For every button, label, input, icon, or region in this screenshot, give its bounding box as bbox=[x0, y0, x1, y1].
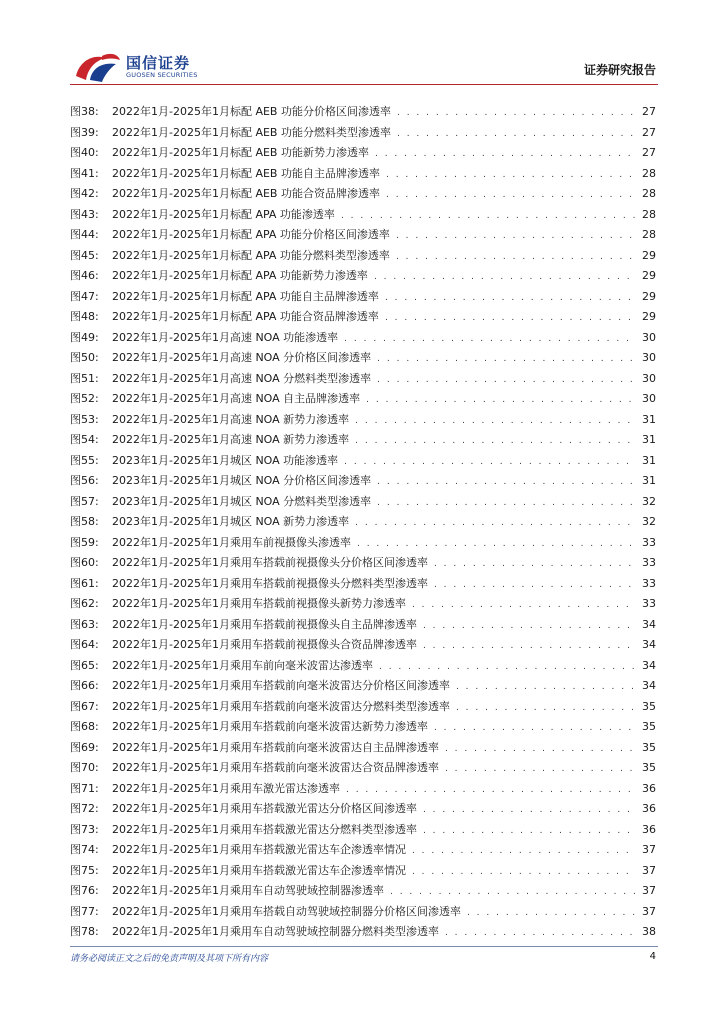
footer-divider bbox=[70, 946, 658, 947]
figure-page-number: 28 bbox=[642, 207, 656, 221]
dot-leader bbox=[379, 662, 636, 672]
dot-leader bbox=[467, 908, 636, 918]
toc-entry[interactable] bbox=[70, 616, 656, 637]
figure-page-number: 29 bbox=[642, 269, 656, 282]
figure-title: 2022年1月-2025年1月标配 AEB 功能合资品牌渗透率 bbox=[112, 187, 380, 200]
figure-title: 2022年1月-2025年1月乘用车搭载前向毫米波雷达合资品牌渗透率 bbox=[112, 761, 439, 774]
dot-leader bbox=[355, 416, 636, 426]
toc-entry[interactable] bbox=[70, 554, 656, 575]
figure-title: 2022年1月-2025年1月标配 AEB 功能分燃料类型渗透率 bbox=[112, 125, 391, 139]
figure-page-number: 31 bbox=[642, 474, 656, 487]
figure-title: 2022年1月-2025年1月标配 APA 功能自主品牌渗透率 bbox=[112, 289, 379, 303]
figure-title: 2022年1月-2025年1月标配 APA 功能分燃料类型渗透率 bbox=[112, 248, 390, 262]
dot-leader bbox=[456, 703, 636, 713]
toc-entry[interactable] bbox=[70, 329, 656, 350]
figure-page-number: 30 bbox=[642, 351, 656, 364]
figure-number: 图60: bbox=[70, 556, 99, 569]
figure-number: 图77: bbox=[70, 904, 99, 918]
figure-page-number: 37 bbox=[642, 843, 656, 856]
toc-entry[interactable] bbox=[70, 103, 656, 124]
dot-leader bbox=[412, 867, 636, 877]
figure-page-number: 31 bbox=[642, 412, 656, 426]
figure-page-number: 32 bbox=[642, 515, 656, 528]
figure-number: 图44: bbox=[70, 228, 99, 241]
figure-page-number: 35 bbox=[642, 761, 656, 774]
dot-leader bbox=[397, 108, 636, 118]
toc-entry[interactable] bbox=[70, 185, 656, 206]
figure-title: 2022年1月-2025年1月高速 NOA 功能渗透率 bbox=[112, 330, 339, 344]
figure-number: 图71: bbox=[70, 781, 99, 795]
figure-number: 图47: bbox=[70, 289, 99, 303]
figure-number: 图50: bbox=[70, 351, 99, 364]
figure-title: 2022年1月-2025年1月高速 NOA 分燃料类型渗透率 bbox=[112, 371, 372, 385]
figure-page-number: 27 bbox=[642, 125, 656, 139]
figure-title: 2022年1月-2025年1月标配 APA 功能合资品牌渗透率 bbox=[112, 310, 379, 323]
figure-title: 2022年1月-2025年1月乘用车自动驾驶域控制器分燃料类型渗透率 bbox=[112, 925, 439, 938]
figure-page-number: 33 bbox=[642, 597, 656, 610]
figure-number: 图76: bbox=[70, 884, 99, 897]
toc-entry[interactable] bbox=[70, 739, 656, 760]
dot-leader bbox=[423, 641, 636, 651]
figure-page-number: 37 bbox=[642, 904, 656, 918]
figure-title: 2022年1月-2025年1月乘用车搭载前视摄像头合资品牌渗透率 bbox=[112, 638, 417, 651]
dot-leader bbox=[341, 211, 636, 221]
dot-leader bbox=[396, 252, 636, 262]
figure-number: 图67: bbox=[70, 699, 99, 713]
figure-page-number: 30 bbox=[642, 330, 656, 344]
figure-number: 图78: bbox=[70, 925, 99, 938]
figure-page-number: 31 bbox=[642, 453, 656, 467]
figure-title: 2022年1月-2025年1月乘用车激光雷达渗透率 bbox=[112, 781, 340, 795]
toc-entry[interactable] bbox=[70, 308, 656, 329]
figure-number: 图45: bbox=[70, 248, 99, 262]
figure-page-number: 34 bbox=[642, 638, 656, 651]
toc-entry[interactable] bbox=[70, 595, 656, 616]
figure-title: 2022年1月-2025年1月乘用车搭载前视摄像头自主品牌渗透率 bbox=[112, 617, 417, 631]
dot-leader bbox=[397, 129, 636, 139]
figure-title: 2022年1月-2025年1月高速 NOA 新势力渗透率 bbox=[112, 412, 350, 426]
figure-number: 图61: bbox=[70, 576, 99, 590]
figure-title: 2022年1月-2025年1月高速 NOA 自主品牌渗透率 bbox=[112, 392, 361, 405]
figure-index-list bbox=[70, 103, 656, 944]
dot-leader bbox=[377, 498, 636, 508]
toc-entry[interactable] bbox=[70, 267, 656, 288]
figure-number: 图69: bbox=[70, 740, 99, 754]
figure-page-number: 36 bbox=[642, 781, 656, 795]
toc-entry[interactable] bbox=[70, 472, 656, 493]
figure-title: 2022年1月-2025年1月标配 AEB 功能自主品牌渗透率 bbox=[112, 166, 380, 180]
dot-leader bbox=[445, 764, 636, 774]
toc-entry[interactable] bbox=[70, 370, 656, 391]
figure-title: 2022年1月-2025年1月标配 AEB 功能分价格区间渗透率 bbox=[112, 105, 391, 118]
figure-number: 图65: bbox=[70, 658, 99, 672]
dot-leader bbox=[412, 846, 636, 856]
figure-page-number: 32 bbox=[642, 494, 656, 508]
figure-number: 图70: bbox=[70, 761, 99, 774]
toc-entry[interactable] bbox=[70, 657, 656, 678]
figure-number: 图53: bbox=[70, 412, 99, 426]
figure-page-number: 30 bbox=[642, 392, 656, 405]
figure-title: 2023年1月-2025年1月城区 NOA 分燃料类型渗透率 bbox=[112, 494, 372, 508]
figure-number: 图55: bbox=[70, 453, 99, 467]
toc-entry[interactable] bbox=[70, 206, 656, 227]
figure-number: 图42: bbox=[70, 187, 99, 200]
figure-title: 2022年1月-2025年1月标配 APA 功能渗透率 bbox=[112, 207, 335, 221]
figure-page-number: 28 bbox=[642, 228, 656, 241]
toc-entry[interactable] bbox=[70, 677, 656, 698]
figure-title: 2022年1月-2025年1月乘用车搭载前向毫米波雷达分燃料类型渗透率 bbox=[112, 699, 450, 713]
figure-page-number: 34 bbox=[642, 679, 656, 692]
figure-title: 2022年1月-2025年1月标配 APA 功能新势力渗透率 bbox=[112, 269, 368, 282]
figure-title: 2022年1月-2025年1月乘用车搭载前视摄像头分价格区间渗透率 bbox=[112, 556, 428, 569]
figure-number: 图63: bbox=[70, 617, 99, 631]
figure-number: 图74: bbox=[70, 843, 99, 856]
figure-title: 2023年1月-2025年1月城区 NOA 功能渗透率 bbox=[112, 453, 339, 467]
figure-number: 图39: bbox=[70, 125, 99, 139]
toc-entry[interactable] bbox=[70, 226, 656, 247]
toc-entry[interactable] bbox=[70, 288, 656, 309]
dot-leader bbox=[434, 559, 636, 569]
figure-title: 2022年1月-2025年1月乘用车搭载前向毫米波雷达自主品牌渗透率 bbox=[112, 740, 439, 754]
dot-leader bbox=[423, 621, 636, 631]
toc-entry[interactable] bbox=[70, 759, 656, 780]
figure-page-number: 29 bbox=[642, 248, 656, 262]
figure-title: 2022年1月-2025年1月乘用车搭载自动驾驶域控制器分价格区间渗透率 bbox=[112, 904, 461, 918]
figure-title: 2022年1月-2025年1月乘用车自动驾驶域控制器渗透率 bbox=[112, 884, 384, 897]
toc-entry[interactable] bbox=[70, 821, 656, 842]
figure-number: 图62: bbox=[70, 597, 99, 610]
figure-page-number: 28 bbox=[642, 187, 656, 200]
disclaimer-note: 请务必阅读正文之后的免责声明及其项下所有内容 bbox=[70, 954, 269, 964]
dot-leader bbox=[375, 149, 636, 159]
figure-number: 图38: bbox=[70, 105, 99, 118]
toc-entry[interactable] bbox=[70, 124, 656, 145]
logo-english-name: GUOSEN SECURITIES bbox=[126, 71, 198, 79]
toc-entry[interactable] bbox=[70, 411, 656, 432]
figure-page-number: 31 bbox=[642, 433, 656, 446]
figure-page-number: 37 bbox=[642, 863, 656, 877]
dot-leader bbox=[412, 600, 636, 610]
figure-number: 图43: bbox=[70, 207, 99, 221]
dot-leader bbox=[355, 518, 636, 528]
toc-entry[interactable] bbox=[70, 923, 656, 944]
figure-number: 图40: bbox=[70, 146, 99, 159]
toc-entry[interactable] bbox=[70, 780, 656, 801]
dot-leader bbox=[344, 334, 636, 344]
toc-entry[interactable] bbox=[70, 431, 656, 452]
report-type-label: 证券研究报告 bbox=[583, 63, 656, 77]
figure-title: 2022年1月-2025年1月标配 APA 功能分价格区间渗透率 bbox=[112, 228, 390, 241]
toc-entry[interactable] bbox=[70, 862, 656, 883]
dot-leader bbox=[456, 682, 636, 692]
dot-leader bbox=[377, 477, 636, 487]
figure-page-number: 30 bbox=[642, 371, 656, 385]
toc-entry[interactable] bbox=[70, 718, 656, 739]
header-divider bbox=[70, 84, 658, 85]
figure-title: 2022年1月-2025年1月乘用车搭载前向毫米波雷达新势力渗透率 bbox=[112, 720, 428, 733]
figure-page-number: 35 bbox=[642, 699, 656, 713]
figure-number: 图52: bbox=[70, 392, 99, 405]
figure-page-number: 27 bbox=[642, 105, 656, 118]
figure-title: 2022年1月-2025年1月乘用车搭载激光雷达车企渗透率情况 bbox=[112, 863, 406, 877]
toc-entry[interactable] bbox=[70, 493, 656, 514]
toc-entry[interactable] bbox=[70, 349, 656, 370]
figure-number: 图68: bbox=[70, 720, 99, 733]
figure-page-number: 29 bbox=[642, 289, 656, 303]
figure-title: 2022年1月-2025年1月乘用车搭载前视摄像头新势力渗透率 bbox=[112, 597, 406, 610]
dot-leader bbox=[386, 170, 636, 180]
dot-leader bbox=[355, 436, 636, 446]
figure-number: 图57: bbox=[70, 494, 99, 508]
figure-title: 2023年1月-2025年1月城区 NOA 新势力渗透率 bbox=[112, 515, 350, 528]
figure-number: 图51: bbox=[70, 371, 99, 385]
figure-number: 图54: bbox=[70, 433, 99, 446]
toc-entry[interactable] bbox=[70, 575, 656, 596]
figure-number: 图58: bbox=[70, 515, 99, 528]
figure-number: 图75: bbox=[70, 863, 99, 877]
dot-leader bbox=[374, 272, 636, 282]
toc-entry[interactable] bbox=[70, 165, 656, 186]
figure-number: 图64: bbox=[70, 638, 99, 651]
dot-leader bbox=[377, 375, 636, 385]
figure-number: 图49: bbox=[70, 330, 99, 344]
figure-title: 2022年1月-2025年1月乘用车搭载激光雷达车企渗透率情况 bbox=[112, 843, 406, 856]
guosen-logo-icon bbox=[72, 50, 122, 84]
figure-title: 2022年1月-2025年1月乘用车搭载前向毫米波雷达分价格区间渗透率 bbox=[112, 679, 450, 692]
page-number: 4 bbox=[649, 951, 656, 962]
figure-title: 2022年1月-2025年1月乘用车搭载激光雷达分价格区间渗透率 bbox=[112, 802, 417, 815]
toc-entry[interactable] bbox=[70, 903, 656, 924]
toc-entry[interactable] bbox=[70, 144, 656, 165]
dot-leader bbox=[366, 395, 636, 405]
dot-leader bbox=[357, 539, 636, 549]
figure-title: 2022年1月-2025年1月高速 NOA 新势力渗透率 bbox=[112, 433, 350, 446]
figure-number: 图59: bbox=[70, 535, 99, 549]
logo-chinese-name: 国信证券 bbox=[126, 54, 191, 72]
figure-number: 图72: bbox=[70, 802, 99, 815]
dot-leader bbox=[385, 293, 636, 303]
figure-page-number: 33 bbox=[642, 535, 656, 549]
toc-entry[interactable] bbox=[70, 534, 656, 555]
dot-leader bbox=[423, 805, 636, 815]
figure-page-number: 29 bbox=[642, 310, 656, 323]
figure-page-number: 27 bbox=[642, 146, 656, 159]
figure-title: 2022年1月-2025年1月乘用车前视摄像头渗透率 bbox=[112, 535, 351, 549]
toc-entry[interactable] bbox=[70, 513, 656, 534]
figure-title: 2022年1月-2025年1月乘用车搭载前视摄像头分燃料类型渗透率 bbox=[112, 576, 428, 590]
figure-page-number: 34 bbox=[642, 658, 656, 672]
dot-leader bbox=[377, 354, 636, 364]
dot-leader bbox=[386, 190, 636, 200]
figure-number: 图41: bbox=[70, 166, 99, 180]
figure-title: 2023年1月-2025年1月城区 NOA 分价格区间渗透率 bbox=[112, 474, 372, 487]
figure-page-number: 33 bbox=[642, 576, 656, 590]
dot-leader bbox=[385, 313, 636, 323]
figure-page-number: 28 bbox=[642, 166, 656, 180]
figure-page-number: 36 bbox=[642, 822, 656, 836]
dot-leader bbox=[445, 744, 636, 754]
figure-title: 2022年1月-2025年1月高速 NOA 分价格区间渗透率 bbox=[112, 351, 372, 364]
figure-title: 2022年1月-2025年1月标配 AEB 功能新势力渗透率 bbox=[112, 146, 369, 159]
toc-entry[interactable] bbox=[70, 882, 656, 903]
toc-entry[interactable] bbox=[70, 247, 656, 268]
figure-number: 图46: bbox=[70, 269, 99, 282]
figure-page-number: 34 bbox=[642, 617, 656, 631]
toc-entry[interactable] bbox=[70, 390, 656, 411]
dot-leader bbox=[423, 826, 636, 836]
toc-entry[interactable] bbox=[70, 698, 656, 719]
figure-page-number: 35 bbox=[642, 720, 656, 733]
dot-leader bbox=[396, 231, 636, 241]
toc-entry[interactable] bbox=[70, 841, 656, 862]
dot-leader bbox=[390, 887, 636, 897]
dot-leader bbox=[346, 785, 636, 795]
figure-title: 2022年1月-2025年1月乘用车搭载激光雷达分燃料类型渗透率 bbox=[112, 822, 417, 836]
figure-title: 2022年1月-2025年1月乘用车前向毫米波雷达渗透率 bbox=[112, 658, 373, 672]
figure-number: 图56: bbox=[70, 474, 99, 487]
figure-page-number: 36 bbox=[642, 802, 656, 815]
dot-leader bbox=[344, 457, 636, 467]
figure-number: 图48: bbox=[70, 310, 99, 323]
figure-page-number: 33 bbox=[642, 556, 656, 569]
dot-leader bbox=[445, 928, 636, 938]
figure-page-number: 38 bbox=[642, 925, 656, 938]
page-header bbox=[0, 0, 724, 88]
toc-entry[interactable] bbox=[70, 452, 656, 473]
figure-number: 图66: bbox=[70, 679, 99, 692]
toc-entry[interactable] bbox=[70, 800, 656, 821]
figure-number: 图73: bbox=[70, 822, 99, 836]
dot-leader bbox=[434, 580, 636, 590]
toc-entry[interactable] bbox=[70, 636, 656, 657]
guosen-logo bbox=[72, 50, 202, 84]
figure-page-number: 35 bbox=[642, 740, 656, 754]
figure-page-number: 37 bbox=[642, 884, 656, 897]
dot-leader bbox=[434, 723, 636, 733]
